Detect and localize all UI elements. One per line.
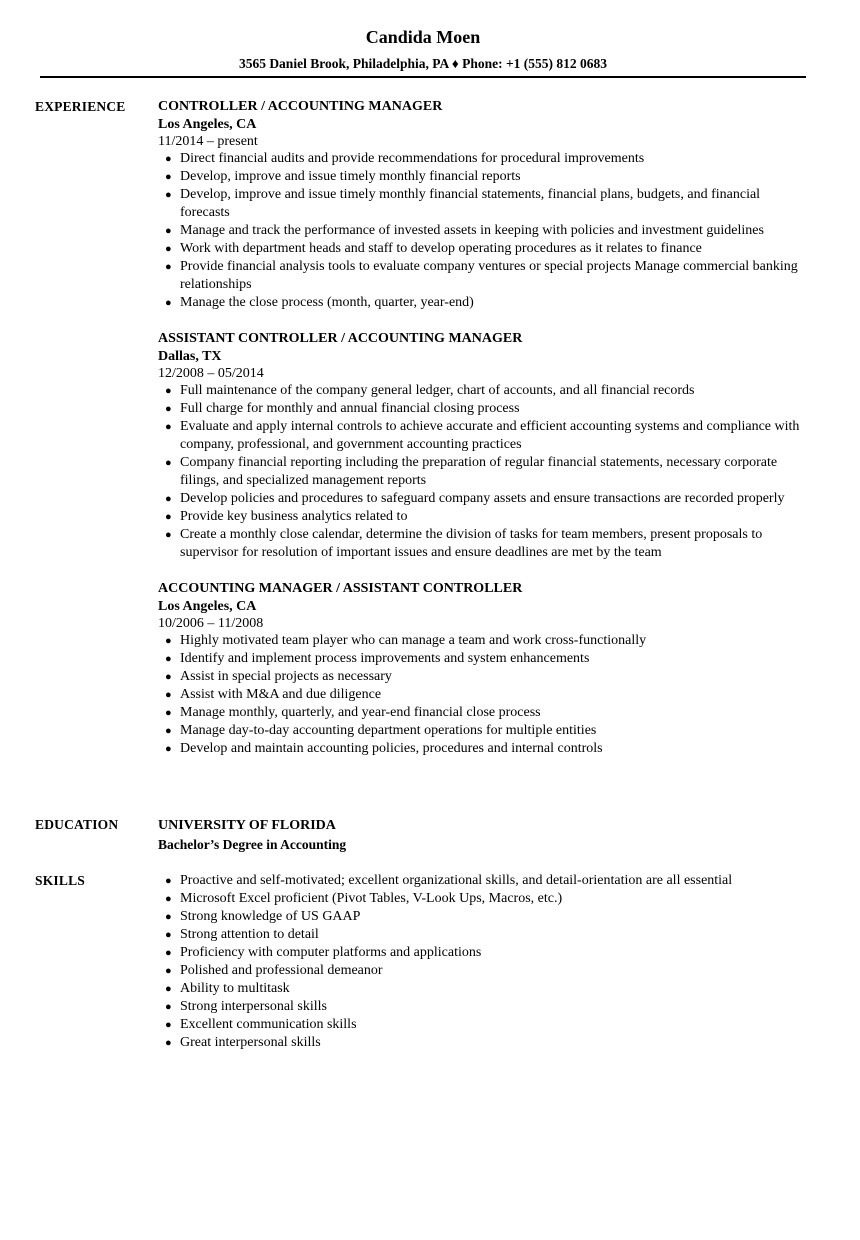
bullet-item: ● Full charge for monthly and annual financial closing process bbox=[165, 401, 520, 416]
job-title: CONTROLLER / ACCOUNTING MANAGER bbox=[158, 99, 443, 114]
bullet-item: ● Evaluate and apply internal controls to achieve accurate and efficient accounting systems and compliance with company, professional, and government accounting practices bbox=[165, 419, 800, 452]
bullet-icon: ● bbox=[165, 243, 172, 255]
bullet-item: ● Assist in special projects as necessary bbox=[165, 669, 392, 684]
job-location: Los Angeles, CA bbox=[158, 117, 257, 132]
bullet-icon: ● bbox=[165, 1019, 172, 1031]
bullet-icon: ● bbox=[165, 225, 172, 237]
bullet-item: ● Develop policies and procedures to safeguard company assets and ensure transactions are recorded properly bbox=[165, 491, 785, 506]
job-bullets bbox=[158, 382, 810, 562]
bullet-icon: ● bbox=[165, 493, 172, 505]
skill-item: ● Strong knowledge of US GAAP bbox=[165, 909, 361, 924]
job-bullets bbox=[158, 150, 810, 312]
bullet-icon: ● bbox=[165, 893, 172, 905]
skill-item: ● Strong interpersonal skills bbox=[165, 999, 327, 1014]
bullet-item: ● Manage the close process (month, quarter, year-end) bbox=[165, 295, 474, 310]
bullet-icon: ● bbox=[165, 965, 172, 977]
bullet-icon: ● bbox=[165, 911, 172, 923]
bullet-item: ● Provide key business analytics related to bbox=[165, 509, 408, 524]
skill-item: ● Proficiency with computer platforms and applications bbox=[165, 945, 482, 960]
skills-list bbox=[158, 872, 810, 1052]
bullet-icon: ● bbox=[165, 689, 172, 701]
section-label-education: EDUCATION bbox=[35, 817, 119, 832]
bullet-icon: ● bbox=[165, 707, 172, 719]
bullet-item: ● Identify and implement process improvements and system enhancements bbox=[165, 651, 590, 666]
bullet-item: ● Develop, improve and issue timely monthly financial reports bbox=[165, 169, 521, 184]
experience-list bbox=[158, 98, 810, 776]
bullet-icon: ● bbox=[165, 153, 172, 165]
bullet-icon: ● bbox=[165, 1001, 172, 1013]
section-label-experience: EXPERIENCE bbox=[35, 99, 126, 114]
bullet-item: ● Manage monthly, quarterly, and year-end financial close process bbox=[165, 705, 541, 720]
skill-item: ● Strong attention to detail bbox=[165, 927, 319, 942]
job-location: Dallas, TX bbox=[158, 349, 222, 364]
skills-list-container bbox=[158, 872, 810, 1052]
bullet-item: ● Create a monthly close calendar, determine the division of tasks for team members, present proposals to supervisor for resolution of important issues and ensure deadlines are met by the team bbox=[165, 527, 763, 560]
bullet-item: ● Provide financial analysis tools to evaluate company ventures or special projects Manage commercial banking relationships bbox=[165, 259, 798, 292]
bullet-item: ● Direct financial audits and provide recommendations for procedural improvements bbox=[165, 151, 645, 166]
job-entry bbox=[158, 98, 810, 312]
bullet-item: ● Develop, improve and issue timely monthly financial statements, financial plans, budgets, and financial forecasts bbox=[165, 187, 761, 220]
bullet-item: ● Develop and maintain accounting policies, procedures and internal controls bbox=[165, 741, 603, 756]
job-entry bbox=[158, 330, 810, 562]
bullet-item: ● Assist with M&A and due diligence bbox=[165, 687, 382, 702]
bullet-icon: ● bbox=[165, 189, 172, 201]
bullet-icon: ● bbox=[165, 1037, 172, 1049]
job-dates: 10/2006 – 11/2008 bbox=[158, 616, 264, 631]
education-entry bbox=[158, 816, 810, 854]
section-label-skills: SKILLS bbox=[35, 873, 85, 888]
job-bullets bbox=[158, 632, 810, 758]
candidate-name: Candida Moen bbox=[365, 27, 481, 47]
header-divider bbox=[40, 76, 806, 78]
skill-item: ● Great interpersonal skills bbox=[165, 1035, 321, 1050]
job-title: ASSISTANT CONTROLLER / ACCOUNTING MANAGER bbox=[158, 331, 523, 346]
bullet-item: ● Company financial reporting including the preparation of regular financial statements, necessary corporate filings, and specialized management reports bbox=[165, 455, 778, 488]
bullet-icon: ● bbox=[165, 653, 172, 665]
bullet-icon: ● bbox=[165, 743, 172, 755]
bullet-icon: ● bbox=[165, 297, 172, 309]
bullet-icon: ● bbox=[165, 457, 172, 469]
bullet-icon: ● bbox=[165, 403, 172, 415]
bullet-item: ● Highly motivated team player who can manage a team and work cross-functionally bbox=[165, 633, 647, 648]
skill-item: ● Microsoft Excel proficient (Pivot Tables, V-Look Ups, Macros, etc.) bbox=[165, 891, 563, 906]
bullet-icon: ● bbox=[165, 511, 172, 523]
school-name: UNIVERSITY OF FLORIDA bbox=[158, 818, 336, 833]
resume-header bbox=[0, 25, 846, 73]
bullet-icon: ● bbox=[165, 261, 172, 273]
job-dates: 12/2008 – 05/2014 bbox=[158, 366, 264, 381]
job-title: ACCOUNTING MANAGER / ASSISTANT CONTROLLER bbox=[158, 581, 523, 596]
bullet-item: ● Manage and track the performance of invested assets in keeping with policies and investment guidelines bbox=[165, 223, 764, 238]
bullet-icon: ● bbox=[165, 529, 172, 541]
bullet-icon: ● bbox=[165, 635, 172, 647]
skill-item: ● Polished and professional demeanor bbox=[165, 963, 383, 978]
bullet-icon: ● bbox=[165, 171, 172, 183]
skill-item: ● Excellent communication skills bbox=[165, 1017, 357, 1032]
job-location: Los Angeles, CA bbox=[158, 599, 257, 614]
bullet-icon: ● bbox=[165, 983, 172, 995]
job-dates: 11/2014 – present bbox=[158, 134, 258, 149]
bullet-icon: ● bbox=[165, 725, 172, 737]
bullet-item: ● Full maintenance of the company general ledger, chart of accounts, and all financial records bbox=[165, 383, 695, 398]
bullet-item: ● Work with department heads and staff to develop operating procedures as it relates to finance bbox=[165, 241, 702, 256]
bullet-icon: ● bbox=[165, 421, 172, 433]
bullet-icon: ● bbox=[165, 929, 172, 941]
bullet-icon: ● bbox=[165, 671, 172, 683]
skill-item: ● Ability to multitask bbox=[165, 981, 290, 996]
bullet-item: ● Manage day-to-day accounting department operations for multiple entities bbox=[165, 723, 597, 738]
bullet-icon: ● bbox=[165, 875, 172, 887]
contact-line: 3565 Daniel Brook, Philadelphia, PA ♦ Phone: +1 (555) 812 0683 bbox=[238, 56, 608, 71]
bullet-icon: ● bbox=[165, 947, 172, 959]
bullet-icon: ● bbox=[165, 385, 172, 397]
job-entry bbox=[158, 580, 810, 758]
skill-item: ● Proactive and self-motivated; excellent organizational skills, and detail-orientation are all essential bbox=[165, 873, 733, 888]
degree: Bachelor’s Degree in Accounting bbox=[158, 837, 347, 852]
